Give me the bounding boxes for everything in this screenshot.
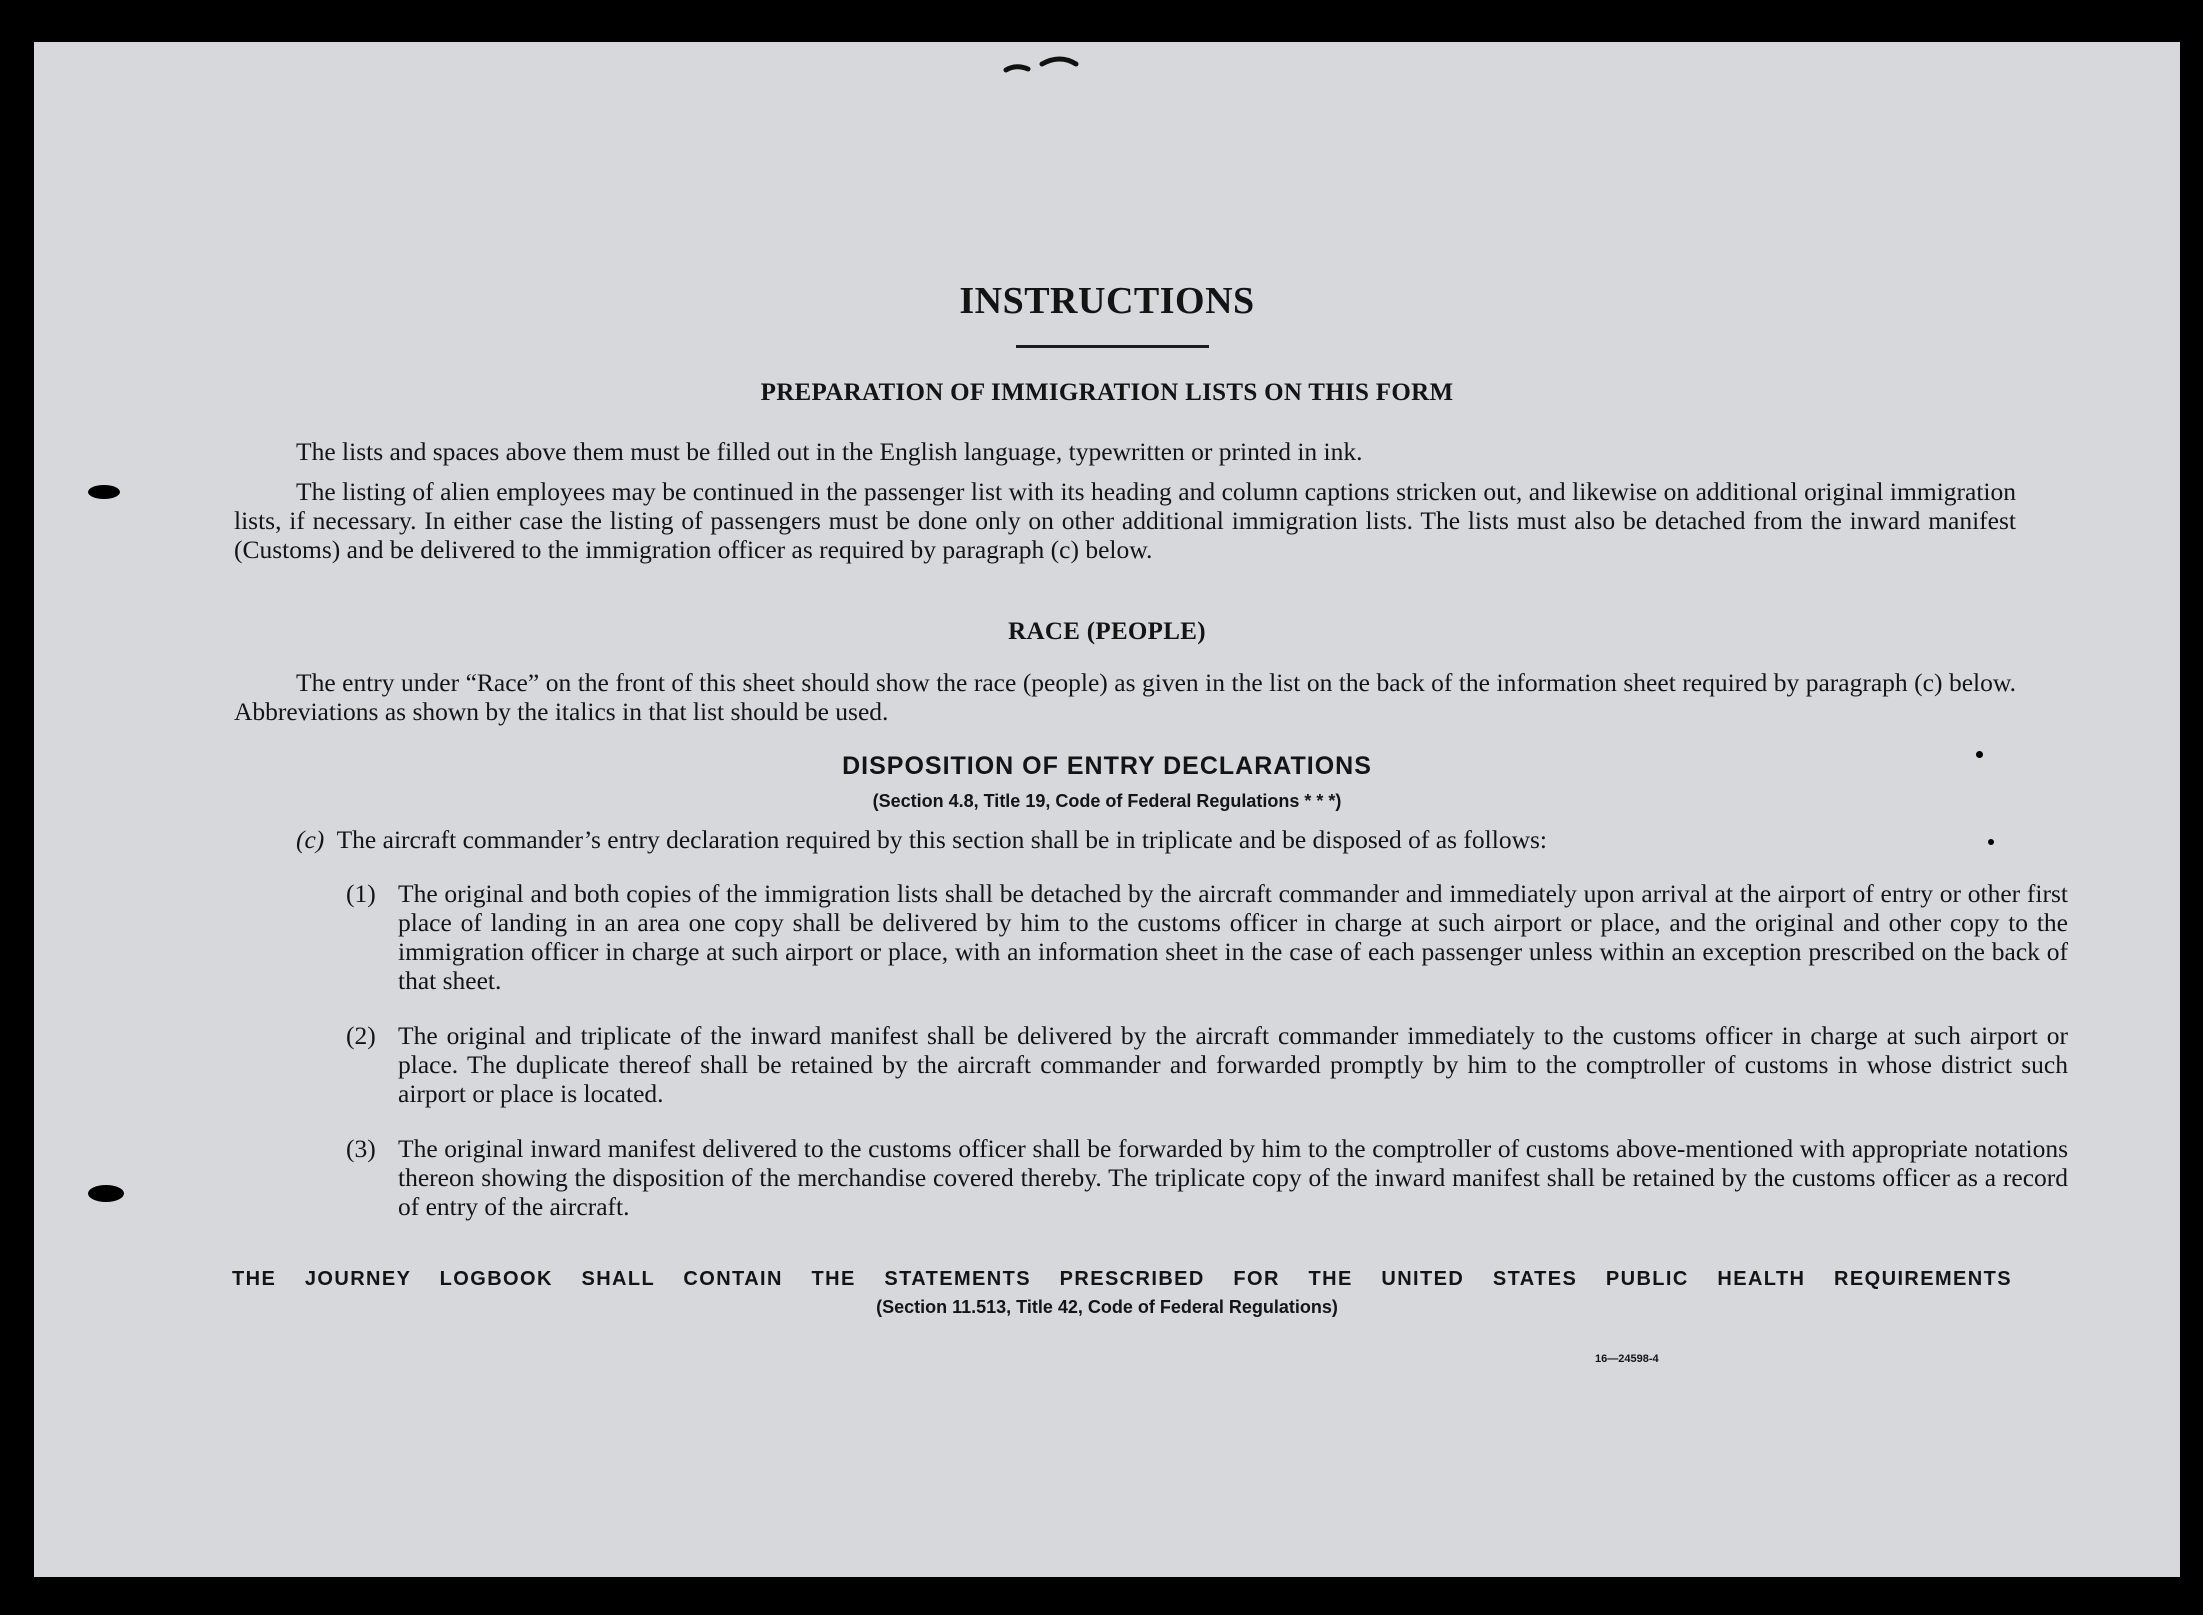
section-heading-race: RACE (PEOPLE) xyxy=(1008,618,1206,645)
paragraph-disposition-intro xyxy=(296,825,2016,854)
list-item-text: The original and both copies of the immigration lists shall be detached by the aircraft commander and immediately upon arrival at the airport of entry or other first place of landing in an area one copy shall be delivered by him to the customs officer in charge at such airport or place, and the original and other copy to the immigration officer in charge at such airport or place, with an information sheet in the case of each passenger unless within an exception prescribed on the back of that sheet. xyxy=(398,879,2068,995)
ink-dot-icon xyxy=(1988,839,1994,845)
document-page xyxy=(34,42,2180,1577)
list-item-number: (2) xyxy=(346,1021,376,1050)
ink-dot-icon xyxy=(1976,751,1983,758)
list-item-text: The original inward manifest delivered to the customs officer shall be forwarded by him to the comptroller of customs above-mentioned with appropriate notations thereon showing the disposition of the merchandise covered thereby. The triplicate copy of the inward manifest shall be retained by the customs officer as a record of entry of the aircraft. xyxy=(398,1134,2068,1221)
footer-citation: (Section 11.513, Title 42, Code of Federal Regulations) xyxy=(876,1297,1338,1317)
ink-blot-icon xyxy=(88,485,120,499)
paragraph-race-1: The entry under “Race” on the front of this sheet should show the race (people) as given in the list on the back of the information sheet required by paragraph (c) below. Abbreviations as shown by the italics in that list should be used. xyxy=(234,668,2016,726)
list-item-number: (1) xyxy=(346,879,376,908)
footer-statement: THE JOURNEY LOGBOOK SHALL CONTAIN THE STATEMENTS PRESCRIBED FOR THE UNITED STATES PUBLIC HEALTH REQUIREMENTS xyxy=(232,1268,2012,1290)
ink-blot-icon xyxy=(88,1185,124,1202)
section-heading-preparation: PREPARATION OF IMMIGRATION LISTS ON THIS FORM xyxy=(760,379,1454,406)
title-underline xyxy=(1016,345,1209,348)
list-item xyxy=(346,879,2068,995)
section-citation-disposition: (Section 4.8, Title 19, Code of Federal Regulations * * *) xyxy=(872,791,1342,811)
paragraph-preparation-1: The lists and spaces above them must be filled out in the English language, typewritten or printed in ink. xyxy=(296,437,1363,466)
intro-label: (c) xyxy=(296,825,325,854)
page-title: INSTRUCTIONS xyxy=(959,280,1255,322)
pen-mark-icon xyxy=(1002,50,1102,80)
list-item xyxy=(346,1021,2068,1108)
list-item-number: (3) xyxy=(346,1134,376,1163)
section-heading-disposition: DISPOSITION OF ENTRY DECLARATIONS xyxy=(842,752,1372,780)
paragraph-preparation-2: The listing of alien employees may be continued in the passenger list with its heading and column captions stricken out, and likewise on additional original immigration lists, if necessary. In either case the listing of passengers must be done only on other additional immigration lists. The lists must also be detached from the inward manifest (Customs) and be delivered to the immigration officer as required by paragraph (c) below. xyxy=(234,477,2016,564)
intro-text: The aircraft commander’s entry declaration required by this section shall be in triplicate and be disposed of as follows: xyxy=(336,825,1548,854)
form-number: 16—24598-4 xyxy=(1595,1353,1659,1365)
list-item-text: The original and triplicate of the inward manifest shall be delivered by the aircraft commander immediately to the customs officer in charge at such airport or place. The duplicate thereof shall be retained by the aircraft commander and forwarded promptly by him to the comptroller of customs in whose district such airport or place is located. xyxy=(398,1021,2068,1108)
list-item xyxy=(346,1134,2068,1221)
